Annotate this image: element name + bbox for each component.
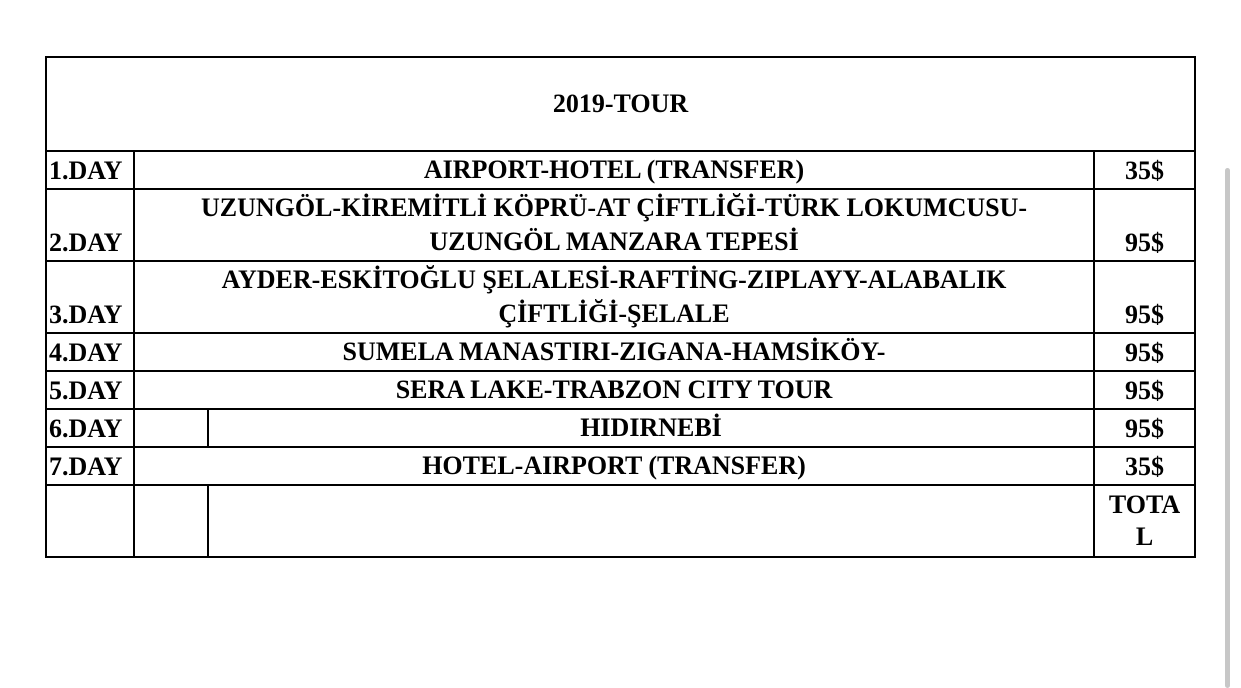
description-cell (134, 333, 1094, 371)
day-cell: 6.DAY (46, 409, 134, 447)
description-cell (134, 261, 1094, 333)
price-cell: 35$ (1094, 447, 1195, 485)
description-cell (208, 409, 1094, 447)
price-cell: 35$ (1094, 151, 1195, 189)
description-line: AYDER-ESKİTOĞLU ŞELALESİ-RAFTİNG-ZIPLAYY-ALABALIK (221, 265, 1007, 294)
description-line: HOTEL-AIRPORT (TRANSFER) (422, 451, 806, 480)
description-cell (134, 447, 1094, 485)
title-row (46, 57, 1195, 151)
total-label-line: L (1135, 522, 1154, 551)
table-row (46, 189, 1195, 261)
empty-cell (46, 485, 134, 557)
table-row (46, 261, 1195, 333)
description-line: UZUNGÖL-KİREMİTLİ KÖPRÜ-AT ÇİFTLİĞİ-TÜRK LOKUMCUSU- (200, 193, 1028, 222)
table-row (46, 333, 1195, 371)
total-row (46, 485, 1195, 557)
table-row (46, 371, 1195, 409)
description-line: SUMELA MANASTIRI-ZIGANA-HAMSİKÖY- (342, 337, 886, 366)
description-cell (134, 371, 1094, 409)
blank-cell (134, 409, 208, 447)
day-cell: 4.DAY (46, 333, 134, 371)
tour-document (45, 56, 1194, 558)
day-cell: 2.DAY (46, 189, 134, 261)
description-cell (134, 189, 1094, 261)
description-line: UZUNGÖL MANZARA TEPESİ (429, 227, 799, 256)
description-line: HIDIRNEBİ (580, 413, 722, 442)
description-cell (134, 151, 1094, 189)
table-row (46, 409, 1195, 447)
table-row (46, 151, 1195, 189)
description-line: ÇİFTLİĞİ-ŞELALE (498, 299, 730, 328)
description-line: AIRPORT-HOTEL (TRANSFER) (423, 155, 805, 184)
total-label-line: TOTA (1108, 490, 1181, 519)
price-cell: 95$ (1094, 409, 1195, 447)
price-cell: 95$ (1094, 261, 1195, 333)
day-cell: 3.DAY (46, 261, 134, 333)
vertical-scrollbar[interactable] (1225, 168, 1230, 688)
empty-cell (208, 485, 1094, 557)
price-cell: 95$ (1094, 371, 1195, 409)
price-cell: 95$ (1094, 189, 1195, 261)
table-title: 2019-TOUR (46, 57, 1195, 151)
description-line: SERA LAKE-TRABZON CITY TOUR (395, 375, 833, 404)
total-label (1094, 485, 1195, 557)
table-row (46, 447, 1195, 485)
empty-cell (134, 485, 208, 557)
day-cell: 1.DAY (46, 151, 134, 189)
day-cell: 7.DAY (46, 447, 134, 485)
price-cell: 95$ (1094, 333, 1195, 371)
day-cell: 5.DAY (46, 371, 134, 409)
tour-table (45, 56, 1196, 558)
